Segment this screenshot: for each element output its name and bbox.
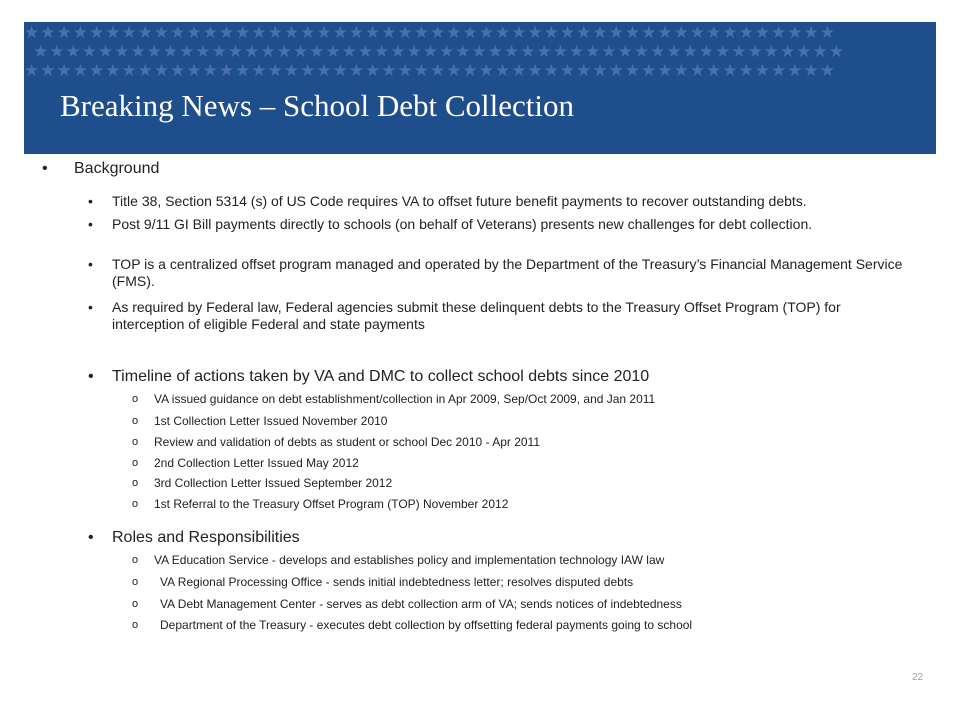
slide-title: Breaking News – School Debt Collection — [60, 88, 574, 123]
page-number: 22 — [912, 672, 924, 683]
title-banner — [24, 22, 936, 154]
star-pattern: ★★★★★★★★★★★★★★★★★★★★★★★★★★★★★★★★★★★★★★★★★★★★★★★★★★ ★★★★★★★★★★★★★★★★★★★★★★★★★★★★★★★★★★★★★★★★★★★★★★★★★★ ★★★★★★★★★★★★★★★★★★★★★★★★★★★★★★★★★★★★★★★★★★★★★★★★★★ — [24, 24, 846, 81]
